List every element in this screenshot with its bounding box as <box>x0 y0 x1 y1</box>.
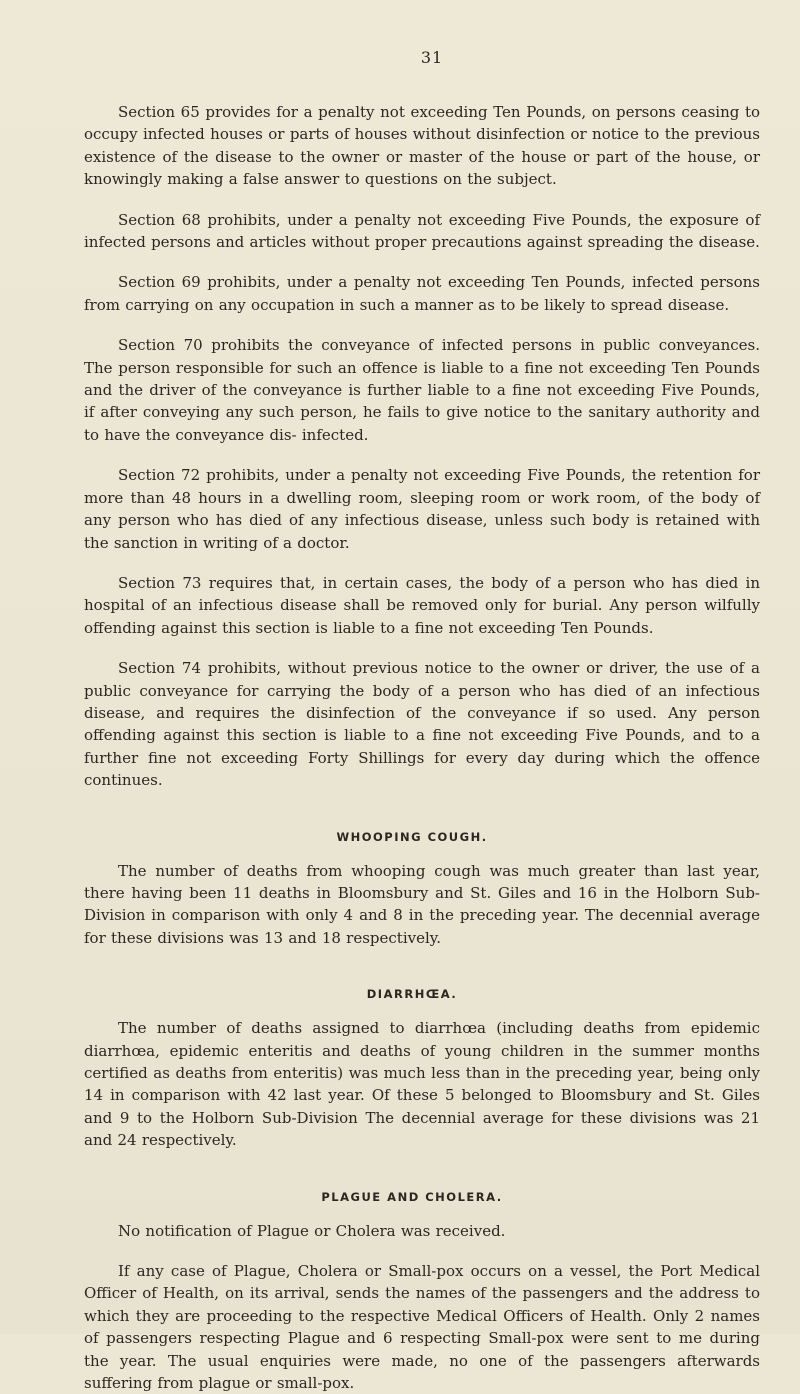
heading-plague-and-cholera: PLAGUE AND CHOLERA. <box>321 1189 503 1204</box>
paragraph-diarrhoea: The number of deaths assigned to diarrhœa (including deaths from epidemic diarrhœa, epidemic enteritis and deaths of young children in the summer months certified as deaths from enteritis) was much less than in the preceding year, being only 14 in comparison with 42 last year. Of these 5 belonged to Bloomsbury and St. Giles and 9 to the Holborn Sub-Division The decennial average for these divisions was 21 and 24 respectively. <box>84 1019 760 1150</box>
paragraph-section-70: Section 70 prohibits the conveyance of infected persons in public conveyances. The person responsible for such an offence is liable to a fine not exceeding Ten Pounds and the driver of the conveyance is further liable to a fine not exceeding Five Pounds, if after conveying any such person, he fails to give notice to the sanitary authority and to have the conveyance dis- infected. <box>84 336 760 444</box>
paragraph-whooping-cough: The number of deaths from whooping cough was much greater than last year, there having been 11 deaths in Bloomsbury and St. Giles and 16 in the Holborn Sub-Division in comparison with only 4 and 8 in the preceding year. The decennial average for these divisions was 13 and 18 respectively. <box>84 861 760 947</box>
heading-whooping-cough: WHOOPING COUGH. <box>336 829 488 844</box>
paragraph-section-74: Section 74 prohibits, without previous notice to the owner or driver, the use of a public conveyance for carrying the body of a person who has died of an infectious disease, and requires the disinfection of the conveyance if so used. Any person offending against this section is liable to a fine not exceeding Five Pounds, and to a further fine not exceeding Forty Shillings for every day during which the offence continues. <box>84 659 760 790</box>
paragraph-plague-notification: No notification of Plague or Cholera was received. <box>118 1221 506 1240</box>
paragraph-plague-port-officer: If any case of Plague, Cholera or Small-pox occurs on a vessel, the Port Medical Officer of Health, on its arrival, sends the names of the passengers and the address to which they are proceeding to the respective Medical Officers of Health. Only 2 names of passengers respecting Plague and 6 respecting Small-pox were sent to me during the year. The usual enquiries were made, no one of the passengers afterwards suffering from plague or small-pox. <box>84 1262 760 1393</box>
page-number: 31 <box>420 48 444 67</box>
paragraph-section-73: Section 73 requires that, in certain cases, the body of a person who has died in hospital of an infectious disease shall be removed only for burial. Any person wilfully offending against this section is liable to a fine not exceeding Ten Pounds. <box>84 573 760 637</box>
heading-diarrhoea: DIARRHŒA. <box>366 987 458 1002</box>
paragraph-section-72: Section 72 prohibits, under a penalty not exceeding Five Pounds, the retention for more than 48 hours in a dwelling room, sleeping room or work room, of the body of any person who has died of any infectious disease, unless such body is retained with the sanction in writing of a doctor. <box>84 466 760 552</box>
paragraph-section-68: Section 68 prohibits, under a penalty not exceeding Five Pounds, the exposure of infected persons and articles without proper precautions against spreading the disease. <box>84 210 760 252</box>
paragraph-section-65: Section 65 provides for a penalty not exceeding Ten Pounds, on persons ceasing to occupy infected houses or parts of houses without disinfection or notice to the previous existence of the disease to the owner or master of the house or part of the house, or knowingly making a false answer to questions on the subject. <box>84 103 760 189</box>
paragraph-section-69: Section 69 prohibits, under a penalty not exceeding Ten Pounds, infected persons from carrying on any occupation in such a manner as to be likely to spread disease. <box>84 273 760 314</box>
